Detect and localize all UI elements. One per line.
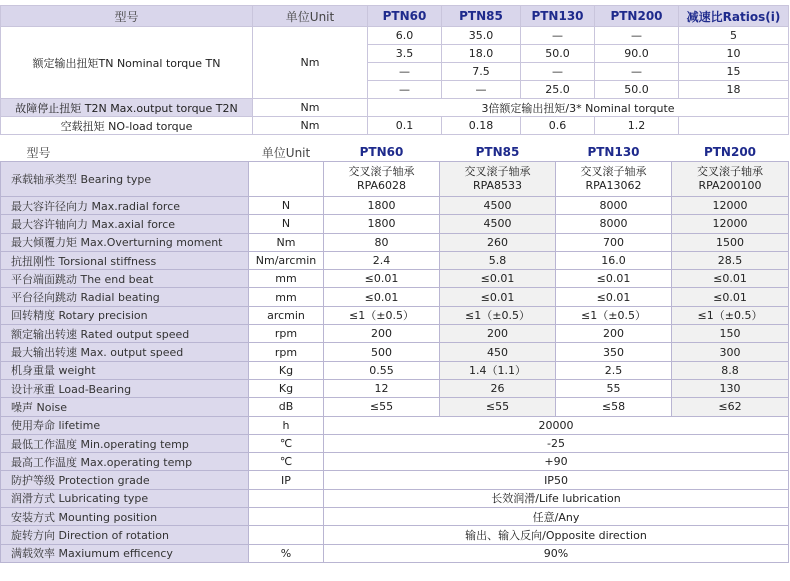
table-cell: 4500 xyxy=(440,215,556,233)
noload-torque-unit: Nm xyxy=(253,117,368,135)
merged-value: -25 xyxy=(324,434,789,452)
table-cell: 12000 xyxy=(672,215,789,233)
row-unit: rpm xyxy=(249,325,324,343)
row-unit: ℃ xyxy=(249,453,324,471)
table-row xyxy=(1,215,789,233)
model-header: 型号 xyxy=(1,6,253,27)
table-cell: ≤0.01 xyxy=(440,270,556,288)
table-cell: 50.0 xyxy=(521,45,595,63)
row-unit: Kg xyxy=(249,379,324,397)
table-cell: ≤0.01 xyxy=(556,270,672,288)
row-unit: h xyxy=(249,416,324,434)
ratio-cell: 5 xyxy=(679,27,789,45)
table-cell xyxy=(679,117,789,135)
bearing-model: RPA200100 xyxy=(698,179,762,192)
bearing-type: 交叉滚子轴承 xyxy=(348,165,415,178)
row-label: 最大容许径向力 Max.radial force xyxy=(1,197,249,215)
merged-rows xyxy=(1,416,789,562)
table-cell: 1500 xyxy=(672,233,789,251)
ratio-cell: 18 xyxy=(679,81,789,99)
table-cell: ≤0.01 xyxy=(324,270,440,288)
nominal-torque-unit: Nm xyxy=(253,27,368,99)
table-row xyxy=(1,343,789,361)
table-cell: 2.5 xyxy=(556,361,672,379)
table-cell: ≤0.01 xyxy=(556,288,672,306)
row-label: 回转精度 Rotary precision xyxy=(1,306,249,324)
table-cell: ≤62 xyxy=(672,398,789,416)
table-cell: 200 xyxy=(324,325,440,343)
table-cell: 90.0 xyxy=(595,45,679,63)
table-cell: 16.0 xyxy=(556,251,672,269)
table-cell: 0.6 xyxy=(521,117,595,135)
bearing-type: 交叉滚子轴承 xyxy=(697,165,763,178)
bearing-cell xyxy=(556,162,672,197)
merged-value: 任意/Any xyxy=(324,508,789,526)
torque-table-header xyxy=(1,6,789,27)
table-cell: 0.1 xyxy=(368,117,442,135)
col-header-ptn60: PTN60 xyxy=(324,143,440,162)
bearing-type: 交叉滚子轴承 xyxy=(580,165,647,178)
row-unit: mm xyxy=(249,288,324,306)
table-row xyxy=(1,288,789,306)
bearing-label: 承载轴承类型 Bearing type xyxy=(1,162,249,197)
row-label: 抗扭刚性 Torsional stiffness xyxy=(1,251,249,269)
table-cell: 7.5 xyxy=(442,63,521,81)
mechanical-spec-table xyxy=(0,143,789,563)
row-label: 最大容许轴向力 Max.axial force xyxy=(1,215,249,233)
table-cell: ≤55 xyxy=(440,398,556,416)
row-label: 安装方式 Mounting position xyxy=(1,508,249,526)
table-cell: 260 xyxy=(440,233,556,251)
table-cell: 8000 xyxy=(556,197,672,215)
max-torque-value: 3倍额定输出扭矩/3* Nominal torqute xyxy=(368,99,789,117)
row-unit: Nm/arcmin xyxy=(249,251,324,269)
table-cell: ≤1（±0.5） xyxy=(324,306,440,324)
nominal-torque-label: 额定输出扭矩TN Nominal torque TN xyxy=(1,27,253,99)
col-header-ptn85: PTN85 xyxy=(442,6,521,27)
bearing-unit xyxy=(249,162,324,197)
noload-torque-row xyxy=(1,117,789,135)
table-cell: 130 xyxy=(672,379,789,397)
row-unit: Nm xyxy=(249,233,324,251)
table-cell: 5.8 xyxy=(440,251,556,269)
col-header-ptn200: PTN200 xyxy=(672,143,789,162)
row-unit: N xyxy=(249,215,324,233)
merged-value: 输出、输入反向/Opposite direction xyxy=(324,526,789,544)
table-row xyxy=(1,453,789,471)
table-cell: 300 xyxy=(672,343,789,361)
table-cell: ≤1（±0.5） xyxy=(556,306,672,324)
row-label: 使用寿命 lifetime xyxy=(1,416,249,434)
bearing-model: RPA8533 xyxy=(472,179,523,192)
row-label: 设计承重 Load-Bearing xyxy=(1,379,249,397)
table-cell: 700 xyxy=(556,233,672,251)
table-row xyxy=(1,471,789,489)
bearing-cell xyxy=(440,162,556,197)
table-row xyxy=(1,489,789,507)
row-unit: rpm xyxy=(249,343,324,361)
table-cell: 450 xyxy=(440,343,556,361)
row-label: 防护等级 Protection grade xyxy=(1,471,249,489)
table-cell: ≤0.01 xyxy=(324,288,440,306)
table-cell: — xyxy=(521,27,595,45)
table-cell: — xyxy=(442,81,521,99)
col-header-ptn130: PTN130 xyxy=(556,143,672,162)
table-cell: 12 xyxy=(324,379,440,397)
bearing-model: RPA6028 xyxy=(356,179,407,192)
torque-spec-table xyxy=(0,5,789,135)
table-cell: ≤0.01 xyxy=(440,288,556,306)
table-cell: ≤58 xyxy=(556,398,672,416)
row-unit: IP xyxy=(249,471,324,489)
merged-value: 20000 xyxy=(324,416,789,434)
table-cell: 200 xyxy=(440,325,556,343)
table-row xyxy=(1,306,789,324)
unit-header: 单位Unit xyxy=(249,143,324,162)
table-cell: 12000 xyxy=(672,197,789,215)
ratio-cell: 15 xyxy=(679,63,789,81)
table-cell: 8000 xyxy=(556,215,672,233)
row-label: 噪声 Noise xyxy=(1,398,249,416)
row-label: 润滑方式 Lubricating type xyxy=(1,489,249,507)
row-unit xyxy=(249,489,324,507)
table-row xyxy=(1,325,789,343)
table-cell: ≤0.01 xyxy=(672,288,789,306)
table-row xyxy=(1,508,789,526)
ratio-cell: 10 xyxy=(679,45,789,63)
table-cell: ≤1（±0.5） xyxy=(672,306,789,324)
row-unit xyxy=(249,508,324,526)
mechanical-table-header xyxy=(1,143,789,162)
unit-header: 单位Unit xyxy=(253,6,368,27)
col-header-ptn130: PTN130 xyxy=(521,6,595,27)
table-cell: 6.0 xyxy=(368,27,442,45)
table-cell: — xyxy=(368,81,442,99)
bearing-type: 交叉滚子轴承 xyxy=(464,165,531,178)
row-label: 机身重量 weight xyxy=(1,361,249,379)
table-cell: 200 xyxy=(556,325,672,343)
table-row xyxy=(1,526,789,544)
bearing-row xyxy=(1,162,789,197)
table-row xyxy=(1,434,789,452)
table-cell: — xyxy=(521,63,595,81)
table-cell: 1800 xyxy=(324,197,440,215)
merged-value: IP50 xyxy=(324,471,789,489)
merged-value: +90 xyxy=(324,453,789,471)
table-cell: 25.0 xyxy=(521,81,595,99)
table-row xyxy=(1,544,789,562)
row-unit: Kg xyxy=(249,361,324,379)
table-cell: 350 xyxy=(556,343,672,361)
table-row xyxy=(1,233,789,251)
table-cell: — xyxy=(595,27,679,45)
row-unit: mm xyxy=(249,270,324,288)
table-cell: 150 xyxy=(672,325,789,343)
table-cell: 1.4（1.1） xyxy=(440,361,556,379)
table-cell: 4500 xyxy=(440,197,556,215)
table-cell: — xyxy=(368,63,442,81)
col-header-ptn85: PTN85 xyxy=(440,143,556,162)
bearing-cell xyxy=(324,162,440,197)
table-cell: 35.0 xyxy=(442,27,521,45)
table-row xyxy=(1,398,789,416)
row-label: 平台径向跳动 Radial beating xyxy=(1,288,249,306)
table-cell: 1.2 xyxy=(595,117,679,135)
table-cell: 2.4 xyxy=(324,251,440,269)
table-cell: 0.55 xyxy=(324,361,440,379)
row-unit: ℃ xyxy=(249,434,324,452)
row-label: 最大倾覆力矩 Max.Overturning moment xyxy=(1,233,249,251)
max-torque-unit: Nm xyxy=(253,99,368,117)
table-cell: ≤55 xyxy=(324,398,440,416)
table-row xyxy=(1,361,789,379)
max-torque-label: 故障停止扭矩 T2N Max.output torque T2N xyxy=(1,99,253,117)
table-cell: 8.8 xyxy=(672,361,789,379)
table-row xyxy=(1,251,789,269)
table-cell: ≤0.01 xyxy=(672,270,789,288)
table-cell: 26 xyxy=(440,379,556,397)
bearing-model: RPA13062 xyxy=(585,179,642,192)
row-label: 最大输出转速 Max. output speed xyxy=(1,343,249,361)
ratio-header: 减速比Ratios(i) xyxy=(679,6,789,27)
row-unit: % xyxy=(249,544,324,562)
table-row xyxy=(1,416,789,434)
table-cell: — xyxy=(595,63,679,81)
max-torque-row xyxy=(1,99,789,117)
row-label: 旋转方向 Direction of rotation xyxy=(1,526,249,544)
table-cell: 28.5 xyxy=(672,251,789,269)
row-label: 额定输出转速 Rated output speed xyxy=(1,325,249,343)
table-cell: 55 xyxy=(556,379,672,397)
table-cell: 500 xyxy=(324,343,440,361)
row-label: 平台端面跳动 The end beat xyxy=(1,270,249,288)
row-unit: N xyxy=(249,197,324,215)
table-row xyxy=(1,197,789,215)
merged-value: 长效润滑/Life lubrication xyxy=(324,489,789,507)
row-unit xyxy=(249,526,324,544)
table-cell: 1800 xyxy=(324,215,440,233)
table-cell: 3.5 xyxy=(368,45,442,63)
table-cell: 18.0 xyxy=(442,45,521,63)
row-label: 最高工作温度 Max.operating temp xyxy=(1,453,249,471)
table-cell: 50.0 xyxy=(595,81,679,99)
row-unit: dB xyxy=(249,398,324,416)
bearing-cell xyxy=(672,162,789,197)
table-cell: 80 xyxy=(324,233,440,251)
nominal-row xyxy=(1,27,789,45)
merged-value: 90% xyxy=(324,544,789,562)
table-cell: ≤1（±0.5） xyxy=(440,306,556,324)
row-unit: arcmin xyxy=(249,306,324,324)
table-cell: 0.18 xyxy=(442,117,521,135)
spec-rows xyxy=(1,197,789,417)
model-header: 型号 xyxy=(1,143,249,162)
table-row xyxy=(1,379,789,397)
table-row xyxy=(1,270,789,288)
col-header-ptn200: PTN200 xyxy=(595,6,679,27)
row-label: 最低工作温度 Min.operating temp xyxy=(1,434,249,452)
row-label: 满载效率 Maxiumum efficency xyxy=(1,544,249,562)
col-header-ptn60: PTN60 xyxy=(368,6,442,27)
noload-torque-label: 空载扭矩 NO-load torque xyxy=(1,117,253,135)
